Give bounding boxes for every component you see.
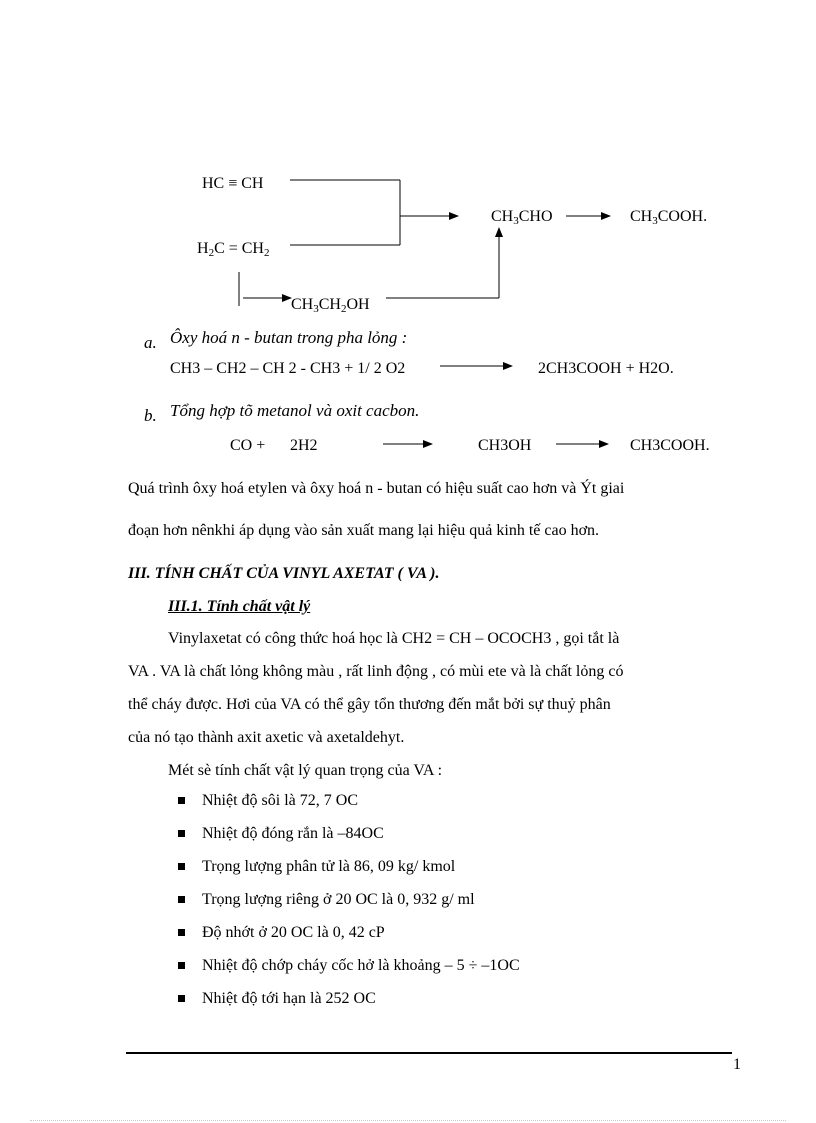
acetaldehyde-formula [491, 208, 553, 226]
section-b-title: Tổng hợp tõ metanol và oxit cacbon. [170, 401, 420, 420]
acetic-post: COOH. [657, 208, 708, 225]
section-heading: III. TÍNH CHẤT CỦA VINYL AXETAT ( VA ). [128, 565, 440, 582]
ethanol-sub1: 3 [313, 303, 319, 315]
ethylene-part2: C = CH [214, 240, 264, 257]
summary-line-1: Quá trình ôxy hoá etylen và ôxy hoá n - butan có hiệu suất cao hơn và Ýt giai [128, 480, 625, 497]
ethylene-part: H [197, 240, 209, 257]
list-item [178, 823, 520, 856]
para2: Mét sè tính chất vật lý quan trọng của VA : [168, 762, 443, 779]
equation-a-right: 2CH3COOH + H2O. [538, 360, 674, 377]
equation-b-methanol: CH3OH [478, 437, 532, 454]
property-text: Nhiệt độ chớp cháy cốc hở là khoảng – 5 ÷ –1OC [202, 957, 520, 974]
para1-line-3: thể cháy được. Hơi của VA có thể gây tổn thương đến mắt bởi sự thuỷ phân [128, 696, 611, 713]
section-a-title: Ôxy hoá n - butan trong pha lỏng : [170, 328, 408, 347]
ethylene-sub2: 2 [263, 247, 270, 259]
acetylene-formula: HC ≡ CH [202, 175, 264, 192]
section-a-label: a. [144, 333, 157, 352]
bullet-square-icon [178, 797, 185, 804]
list-item [178, 955, 520, 988]
list-item [178, 790, 520, 823]
page-edge-dots [30, 1120, 786, 1121]
acetaldehyde-post: CHO [518, 208, 553, 225]
ethanol-mid: CH [318, 296, 341, 313]
property-text: Trọng lượng riêng ở 20 OC là 0, 932 g/ ml [202, 891, 475, 908]
acetic-acid-formula [630, 208, 707, 226]
bullet-square-icon [178, 896, 185, 903]
equation-b-h2: 2H2 [290, 437, 318, 454]
para1-line-1: Vinylaxetat có công thức hoá học là CH2 = CH – OCOCH3 , gọi tắt là [168, 630, 620, 647]
section-b-label: b. [144, 406, 157, 425]
property-text: Nhiệt độ sôi là 72, 7 OC [202, 792, 358, 809]
page-number: 1 [733, 1056, 741, 1073]
list-item [178, 889, 520, 922]
property-text: Nhiệt độ đóng rắn là –84OC [202, 825, 384, 842]
summary-line-2: đoạn hơn nênkhi áp dụng vào sản xuất mang lại hiệu quả kinh tế cao hơn. [128, 522, 600, 539]
bullet-square-icon [178, 929, 185, 936]
list-item [178, 922, 520, 955]
equation-b-acetic: CH3COOH. [630, 437, 710, 454]
ethanol-part: CH [291, 296, 314, 313]
footer-rule [126, 1052, 732, 1054]
list-item [178, 856, 520, 889]
acetaldehyde-part: CH [491, 208, 514, 225]
para1-line-2: VA . VA là chất lỏng không màu , rất linh động , có mùi ete và là chất lỏng có [128, 663, 624, 680]
acetic-sub: 3 [652, 215, 658, 227]
para1-line-4: của nó tạo thành axit axetic và axetaldehyt. [128, 729, 405, 746]
bullet-square-icon [178, 962, 185, 969]
bullet-square-icon [178, 995, 185, 1002]
acetaldehyde-sub: 3 [513, 215, 519, 227]
ethylene-formula [197, 240, 269, 258]
property-text: Trọng lượng phân tử là 86, 09 kg/ kmol [202, 858, 456, 875]
property-text: Độ nhớt ở 20 OC là 0, 42 cP [202, 924, 385, 941]
ethanol-sub2: 2 [340, 303, 347, 315]
ethanol-formula [291, 296, 370, 314]
subsection-heading: III.1. Tính chất vật lý [168, 598, 311, 615]
ethylene-sub: 2 [208, 247, 215, 259]
bullet-square-icon [178, 830, 185, 837]
ethanol-post: OH [346, 296, 370, 313]
list-item [178, 988, 520, 1021]
acetic-part: CH [630, 208, 653, 225]
property-text: Nhiệt độ tới hạn là 252 OC [202, 990, 376, 1007]
properties-list [178, 790, 520, 1021]
equation-b-co: CO + [230, 437, 266, 454]
bullet-square-icon [178, 863, 185, 870]
reaction-diagram-lines [0, 0, 816, 460]
equation-a-left: CH3 – CH2 – CH 2 - CH3 + 1/ 2 O2 [170, 360, 406, 377]
